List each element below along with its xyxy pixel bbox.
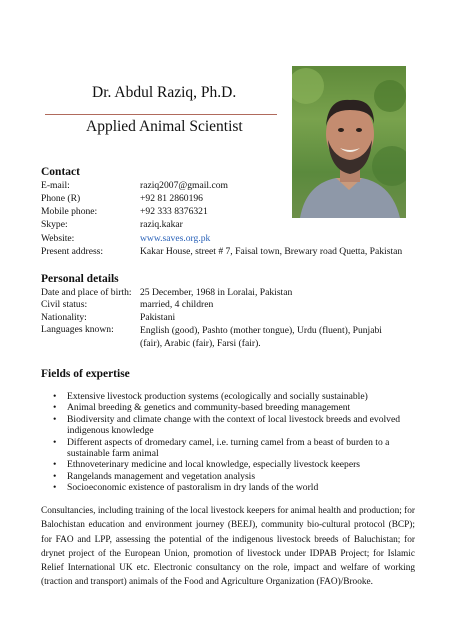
mobile-value: +92 333 8376321	[140, 206, 208, 217]
contact-label: Skype:	[41, 219, 68, 230]
portrait-illustration	[292, 66, 406, 218]
list-item-text: Socioeconomic existence of pastoralism in dry lands of the world	[67, 482, 319, 494]
list-item	[53, 471, 415, 482]
birth-value: 25 December, 1968 in Loralai, Pakistan	[140, 287, 293, 298]
list-item-text: Extensive livestock production systems (ecologically and socially sustainable)	[67, 391, 368, 402]
name-heading: Dr. Abdul Raziq, Ph.D.	[92, 84, 237, 101]
address-value: Kakar House, street # 7, Faisal town, Brewary road Quetta, Pakistan	[140, 246, 403, 257]
bullet-icon: •	[53, 413, 57, 425]
skype-value: raziq.kakar	[140, 219, 183, 230]
contact-label: Phone (R)	[41, 193, 81, 204]
contact-label: Mobile phone:	[41, 206, 98, 217]
consultancies-paragraph: Consultancies, including training of the local livestock keepers for animal health and production; for Balochistan education and environment journey (BEEJ), community bio-cultural protocol (BCP); for FAO and LPP, assessing the potential of the indigenous livestock breeds of Baluchistan; for drynet project of the European Union, promotion of livestock under IDPAB Project; for Islamic Relief International UK etc. Electronic consultancy on the role, impact and welfare of working (traction and transport) animals of the Food and Agriculture Organization (FAO)/Brooke.	[41, 506, 415, 588]
job-title: Applied Animal Scientist	[86, 118, 243, 135]
contact-label: E-mail:	[41, 180, 70, 191]
civil-status-value: married, 4 children	[140, 299, 214, 310]
list-item	[53, 437, 415, 460]
website-link[interactable]: www.saves.org.pk	[140, 233, 211, 244]
list-item-text: Ethnoveterinary medicine and local knowledge, especially livestock keepers	[67, 459, 361, 471]
nationality-value: Pakistani	[140, 312, 176, 323]
email-value: raziq2007@gmail.com	[140, 180, 228, 191]
personal-label: Nationality:	[41, 312, 87, 323]
list-item-text: Different aspects of dromedary camel, i.e. turning camel from a beast of burden to a sustainable farm animal	[67, 436, 390, 460]
list-item	[53, 402, 415, 413]
header-divider	[45, 114, 277, 115]
personal-label: Languages known:	[41, 324, 114, 335]
expertise-list	[53, 391, 415, 494]
list-item	[53, 391, 415, 402]
personal-label: Civil status:	[41, 299, 88, 310]
list-item	[53, 459, 415, 470]
personal-label: Date and place of birth:	[41, 287, 132, 298]
bullet-icon: •	[53, 459, 57, 471]
portrait-photo	[292, 66, 406, 218]
phone-value: +92 81 2860196	[140, 193, 203, 204]
contact-label: Present address:	[41, 246, 104, 257]
fields-heading: Fields of expertise	[41, 368, 130, 380]
list-item-text: Biodiversity and climate change with the context of local livestock breeds and evolved indigenous knowledge	[67, 413, 401, 437]
list-item	[53, 482, 415, 493]
bullet-icon: •	[53, 482, 57, 494]
list-item	[53, 414, 415, 437]
bullet-icon: •	[53, 436, 57, 448]
bullet-icon: •	[53, 391, 57, 402]
list-item-text: Rangelands management and vegetation analysis	[67, 470, 256, 482]
personal-heading: Personal details	[41, 273, 119, 285]
list-item-text: Animal breeding & genetics and community-based breeding management	[67, 402, 351, 414]
contact-label: Website:	[41, 233, 75, 244]
bullet-icon: •	[53, 470, 57, 482]
languages-value: English (good), Pashto (mother tongue), Urdu (fluent), Punjabi (fair), Arabic (fair), Farsi (fair).	[140, 325, 382, 350]
bullet-icon: •	[53, 402, 57, 414]
contact-heading: Contact	[41, 166, 80, 178]
